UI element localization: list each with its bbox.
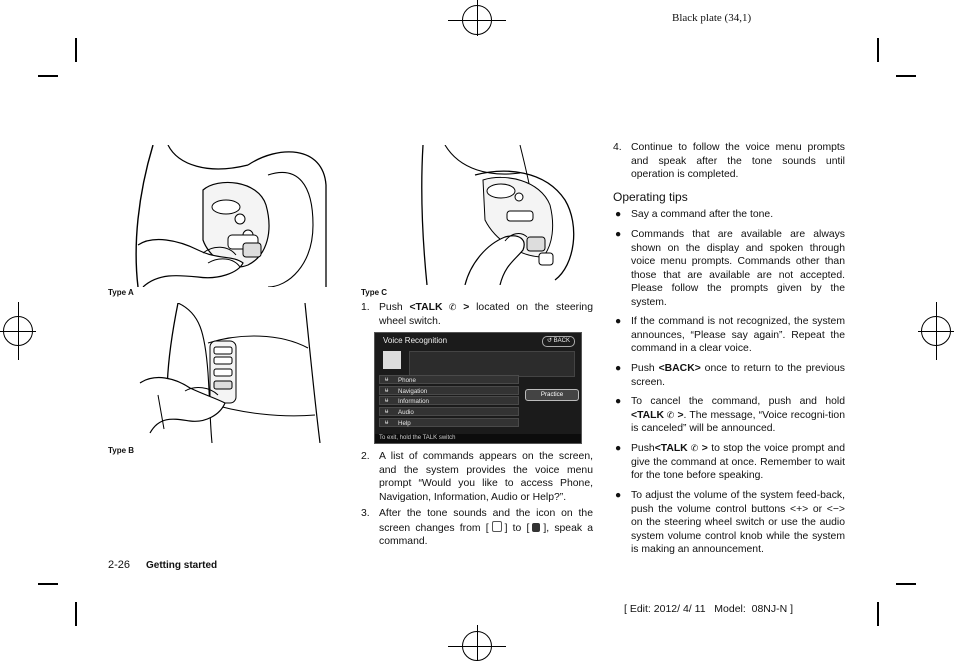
tip-text: To cancel the command, push and hold xyxy=(631,396,845,407)
talk-button-label-end: > xyxy=(674,409,684,421)
crop-mark xyxy=(896,75,916,77)
crop-mark xyxy=(38,583,58,585)
step-text: After the tone sounds and the icon on the screen changes from [ xyxy=(379,508,593,534)
steering-wheel-switch-illustration-a xyxy=(108,145,328,287)
menu-item-phone[interactable] xyxy=(379,375,519,384)
crop-mark xyxy=(877,38,879,62)
step-text: A list of commands appears on the screen, and the system provides the voice menu prompt “Would you like to access Phone, Navigation, Information, Audio or Help?”. xyxy=(379,451,593,503)
step-3 xyxy=(361,507,593,549)
tip-item xyxy=(613,489,845,559)
screen-footer: To exit, hold the TALK switch xyxy=(375,434,581,443)
talk-button-label-end: > xyxy=(456,302,470,313)
crop-mark xyxy=(38,75,58,77)
tip-text: . The message, “Voice recogni-tion is canceled” will be announced. xyxy=(631,409,845,435)
bullet: ● xyxy=(615,229,622,240)
menu-item-audio[interactable] xyxy=(379,407,519,416)
figure-label-type-c: Type C xyxy=(361,288,388,297)
tip-text: If the command is not recognized, the system announces, “Please say again”. Repeat the command in a clear voice. xyxy=(631,316,845,355)
microphone-on-icon xyxy=(532,523,540,532)
talk-button-label: <TALK xyxy=(654,443,688,454)
step-text: Continue to follow the voice menu prompts and speak after the tone sounds until operation is completed. xyxy=(631,142,845,181)
crop-mark xyxy=(896,583,916,585)
tip-item xyxy=(613,208,845,222)
step-number: 4. xyxy=(613,142,622,153)
step-1 xyxy=(361,301,593,329)
voice-command-icon: ᵾ xyxy=(385,388,389,394)
step-number: 1. xyxy=(361,302,370,313)
step-text: located on the steering wheel switch. xyxy=(379,302,593,327)
tip-text: Push xyxy=(631,363,659,374)
step-text: ] to [ xyxy=(504,522,530,534)
step-2 xyxy=(361,450,593,506)
voice-command-icon: ᵾ xyxy=(385,409,389,415)
crop-mark xyxy=(75,38,77,62)
talk-icon: ✆ xyxy=(442,302,457,312)
section-heading: Operating tips xyxy=(613,190,688,204)
steering-wheel-switch-illustration-b xyxy=(130,303,330,443)
tip-text: Say a command after the tone. xyxy=(631,209,774,220)
crop-mark xyxy=(877,602,879,626)
voice-command-icon: ᵾ xyxy=(385,377,389,383)
tip-item xyxy=(613,362,845,390)
bullet: ● xyxy=(615,443,622,454)
page-number: 2-26 xyxy=(108,559,131,571)
menu-item-help[interactable] xyxy=(379,418,519,427)
tip-item xyxy=(613,442,845,484)
figure-label-type-b: Type B xyxy=(108,446,135,455)
steering-wheel-switch-illustration-c xyxy=(415,145,595,285)
voice-command-icon: ᵾ xyxy=(385,420,389,426)
figure-label-type-a: Type A xyxy=(108,288,134,297)
back-button[interactable] xyxy=(542,336,575,347)
screen-info-bar xyxy=(409,351,575,377)
talk-icon: ✆ xyxy=(664,409,675,420)
back-label: BACK xyxy=(553,338,570,344)
step-number: 3. xyxy=(361,508,370,519)
voice-recognition-screen xyxy=(374,332,582,444)
bullet: ● xyxy=(615,316,622,327)
edit-info: [ Edit: 2012/ 4/ 11 Model: 08NJ-N ] xyxy=(624,603,794,615)
tip-text: to stop the voice prompt and give the command at once. Remember to wait for the tone before speaking. xyxy=(631,443,845,482)
tip-text: To adjust the volume of the system feed-back, push the volume control buttons <+> or <−> on the steering wheel switch or use the audio system volume control knob while the system is making an announcement. xyxy=(631,490,845,556)
practice-button[interactable]: Practice xyxy=(525,389,579,401)
tip-text: Commands that are available are always shown on the display and spoken through voice menu prompts. Commands other than those that are available are not accepted. Please follow the prompts given by the system. xyxy=(631,229,845,308)
tip-item xyxy=(613,228,845,312)
menu-item-label: Information xyxy=(398,398,429,405)
menu-item-information[interactable] xyxy=(379,396,519,405)
menu-item-label: Phone xyxy=(398,377,416,384)
bullet: ● xyxy=(615,396,622,407)
menu-item-label: Help xyxy=(398,420,411,427)
voice-command-icon: ᵾ xyxy=(385,398,389,404)
section-title: Getting started xyxy=(146,560,218,571)
menu-item-label: Audio xyxy=(398,409,414,416)
bullet: ● xyxy=(615,363,622,374)
back-button-label: <BACK> xyxy=(658,363,701,374)
talk-icon: ✆ xyxy=(687,443,699,453)
microphone-off-icon xyxy=(492,521,502,532)
screen-title: Voice Recognition xyxy=(383,336,448,345)
speaker-face-icon xyxy=(383,351,401,369)
back-arrow-icon: ↺ xyxy=(546,338,554,344)
menu-item-navigation[interactable] xyxy=(379,386,519,395)
step-4 xyxy=(613,141,845,183)
tip-text: once to return to the previous screen. xyxy=(631,363,845,388)
talk-button-label: <TALK xyxy=(631,409,664,421)
menu-item-label: Navigation xyxy=(398,388,428,395)
talk-button-label: <TALK xyxy=(409,302,443,313)
tip-text: Push xyxy=(631,443,655,454)
bullet: ● xyxy=(615,209,622,220)
step-text: ], speak a command. xyxy=(379,522,593,548)
step-text: Push xyxy=(379,302,410,313)
step-number: 2. xyxy=(361,451,370,462)
crop-mark xyxy=(75,602,77,626)
plate-label: Black plate (34,1) xyxy=(672,12,752,24)
tip-item xyxy=(613,315,845,357)
talk-button-label-end: > xyxy=(698,443,708,454)
tip-item xyxy=(613,395,845,437)
bullet: ● xyxy=(615,490,622,501)
